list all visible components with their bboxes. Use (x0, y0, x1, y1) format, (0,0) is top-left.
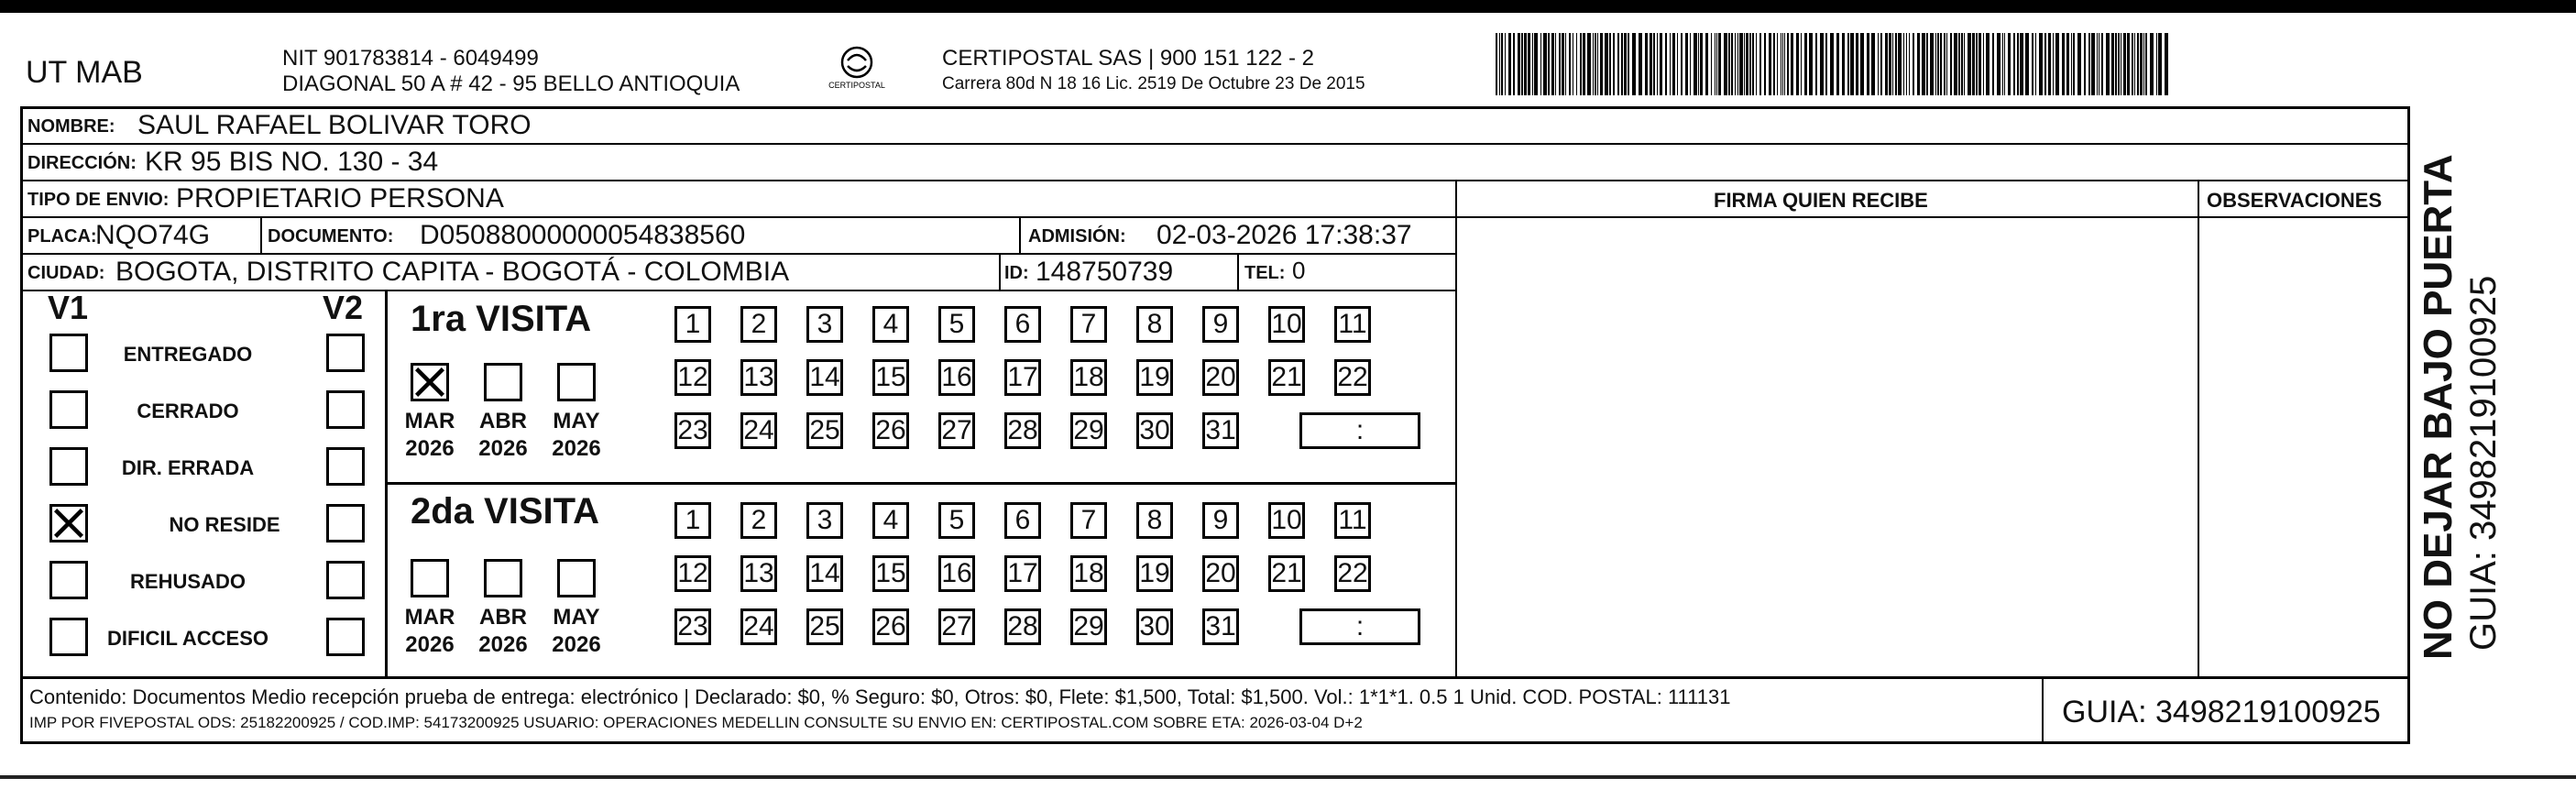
day-box[interactable]: 1 (674, 306, 711, 343)
status-label: CERRADO (137, 400, 239, 422)
month-checkbox[interactable] (557, 363, 596, 401)
direccion-value: KR 95 BIS NO. 130 - 34 (145, 147, 439, 177)
header-divider (20, 106, 2410, 109)
footer-guia: GUIA: 3498219100925 (2062, 695, 2381, 729)
v1-label: V1 (48, 289, 89, 326)
id-label: ID: (1004, 263, 1029, 283)
tipo-label: TIPO DE ENVIO: (27, 190, 170, 210)
sep-footer-guia (2042, 676, 2044, 744)
day-box[interactable]: 16 (938, 359, 975, 396)
month-checkbox[interactable] (484, 363, 522, 401)
day-box[interactable]: 15 (872, 359, 909, 396)
day-box[interactable]: 24 (740, 608, 777, 645)
day-box[interactable]: 17 (1004, 359, 1041, 396)
day-box[interactable]: 20 (1202, 555, 1239, 592)
v2-checkbox[interactable] (326, 618, 365, 656)
nombre-label: NOMBRE: (27, 116, 115, 137)
tel-value: 0 (1292, 257, 1306, 284)
day-box[interactable]: 29 (1070, 608, 1107, 645)
day-box[interactable]: 4 (872, 306, 909, 343)
month-label: MAR (404, 409, 455, 433)
sep-placa-doc (260, 216, 262, 253)
no-dejar-bajo-puerta: NO DEJAR BAJO PUERTA (2416, 154, 2461, 660)
day-box[interactable]: 14 (806, 555, 843, 592)
ciudad-value: BOGOTA, DISTRITO CAPITA - BOGOTÁ - COLOMBIA (115, 257, 790, 287)
col-line-firma-head (1455, 216, 2410, 218)
day-box[interactable]: 5 (938, 306, 975, 343)
v2-checkbox[interactable] (326, 504, 365, 542)
day-box[interactable]: 10 (1268, 502, 1305, 539)
documento-label: DOCUMENTO: (268, 226, 394, 247)
day-box[interactable]: 3 (806, 502, 843, 539)
day-box[interactable]: 27 (938, 412, 975, 449)
day-box[interactable]: 6 (1004, 306, 1041, 343)
status-label: DIR. ERRADA (121, 456, 255, 479)
day-box[interactable]: 13 (740, 555, 777, 592)
day-box[interactable]: 7 (1070, 502, 1107, 539)
v2-checkbox[interactable] (326, 390, 365, 429)
day-box[interactable]: 24 (740, 412, 777, 449)
day-box[interactable]: 13 (740, 359, 777, 396)
sep-adm (1019, 216, 1021, 253)
row-line (20, 143, 2410, 145)
day-box[interactable]: 12 (674, 359, 711, 396)
v2-checkbox[interactable] (326, 334, 365, 372)
day-box[interactable]: 12 (674, 555, 711, 592)
bottom-border (0, 775, 2576, 779)
day-box[interactable]: 2 (740, 502, 777, 539)
year-label: 2026 (405, 632, 455, 657)
year-label: 2026 (478, 436, 528, 461)
row-line (20, 253, 1457, 255)
day-box[interactable]: 21 (1268, 359, 1305, 396)
year-label: 2026 (405, 436, 455, 461)
day-box[interactable]: 29 (1070, 412, 1107, 449)
day-box[interactable]: 6 (1004, 502, 1041, 539)
day-box[interactable]: 16 (938, 555, 975, 592)
day-box[interactable]: 7 (1070, 306, 1107, 343)
side-guia: GUIA: 3498219100925 (2463, 275, 2504, 651)
year-label: 2026 (478, 632, 528, 657)
day-box[interactable]: 18 (1070, 359, 1107, 396)
row-line (20, 290, 1457, 291)
month-label: ABR (479, 409, 527, 433)
nit: NIT 901783814 - 6049499 (282, 46, 539, 71)
footer-imp: IMP POR FIVEPOSTAL ODS: 25182200925 / COD.IMP: 54173200925 USUARIO: OPERACIONES MEDELLIN CONSULTE SU ENVIO EN: CERTIPOSTAL.COM SOBRE ETA: 2026-03-04 D+2 (29, 714, 1363, 731)
observaciones-header: OBSERVACIONES (2207, 189, 2383, 212)
v2-checkbox[interactable] (326, 561, 365, 599)
month-label: MAY (553, 605, 600, 630)
placa-value: NQO74G (95, 220, 211, 250)
day-box[interactable]: 26 (872, 608, 909, 645)
day-box[interactable]: 8 (1136, 306, 1173, 343)
status-label: DIFICIL ACCESO (106, 627, 269, 650)
sender-address: DIAGONAL 50 A # 42 - 95 BELLO ANTIOQUIA (282, 71, 740, 96)
col-line-obs (2198, 180, 2199, 676)
certipostal-logo (820, 44, 893, 97)
day-box[interactable]: 11 (1334, 306, 1371, 343)
day-box[interactable]: 9 (1202, 306, 1239, 343)
tel-label: TEL: (1244, 263, 1286, 283)
day-box[interactable]: 21 (1268, 555, 1305, 592)
month-label: ABR (479, 605, 527, 630)
day-box[interactable]: 28 (1004, 412, 1041, 449)
day-box[interactable]: 20 (1202, 359, 1239, 396)
id-value: 148750739 (1036, 257, 1174, 287)
day-box[interactable]: 2 (740, 306, 777, 343)
day-box[interactable]: 5 (938, 502, 975, 539)
direccion-label: DIRECCIÓN: (27, 153, 137, 173)
day-box[interactable]: 25 (806, 608, 843, 645)
footer-content: Contenido: Documentos Medio recepción prueba de entrega: electrónico | Declarado: $0, % Seguro: $0, Otros: $0, Flete: $1,500, Total: $1,500. Vol.: 1*1*1. 0.5 1 Unid. COD. POSTAL: 111131 (29, 685, 1731, 708)
firma-header: FIRMA QUIEN RECIBE (1714, 189, 1928, 212)
admision-value: 02-03-2026 17:38:37 (1156, 220, 1412, 250)
day-box[interactable]: 4 (872, 502, 909, 539)
visit2-title: 2da VISITA (411, 491, 599, 531)
side-vertical (2416, 137, 2516, 660)
admision-label: ADMISIÓN: (1028, 226, 1126, 247)
nombre-value: SAUL RAFAEL BOLIVAR TORO (137, 110, 532, 140)
month-label: MAY (553, 409, 600, 433)
day-box[interactable]: 31 (1202, 412, 1239, 449)
svg-text:CERTIPOSTAL: CERTIPOSTAL (828, 81, 885, 90)
row-line (20, 180, 2410, 181)
v2-label: V2 (323, 289, 364, 326)
year-label: 2026 (552, 436, 601, 461)
visit1-title: 1ra VISITA (411, 299, 592, 339)
day-box[interactable]: 23 (674, 608, 711, 645)
day-box[interactable]: 30 (1136, 412, 1173, 449)
col-line-firma (1455, 180, 1457, 676)
status-label: NO RESIDE (169, 513, 280, 536)
day-box[interactable]: 19 (1136, 359, 1173, 396)
day-box[interactable]: 10 (1268, 306, 1305, 343)
sep-tel (1237, 253, 1239, 290)
certipostal-info: CERTIPOSTAL SAS | 900 151 122 - 2 (942, 46, 1314, 71)
day-box[interactable]: 25 (806, 412, 843, 449)
year-label: 2026 (552, 632, 601, 657)
day-box[interactable]: 26 (872, 412, 909, 449)
time-box[interactable]: : (1299, 412, 1420, 449)
day-box[interactable]: 22 (1334, 359, 1371, 396)
ciudad-label: CIUDAD: (27, 263, 105, 283)
barcode (1496, 33, 2174, 95)
day-box[interactable]: 19 (1136, 555, 1173, 592)
time-box[interactable]: : (1299, 608, 1420, 645)
top-border (0, 0, 2576, 13)
month-checkbox[interactable] (557, 559, 596, 597)
month-checkbox[interactable] (484, 559, 522, 597)
day-box[interactable]: 17 (1004, 555, 1041, 592)
status-label: ENTREGADO (123, 343, 253, 366)
day-box[interactable]: 1 (674, 502, 711, 539)
placa-label: PLACA: (27, 226, 97, 247)
documento-value: D05088000000054838560 (420, 220, 746, 250)
license-info: Carrera 80d N 18 16 Lic. 2519 De Octubre 23 De 2015 (942, 74, 1365, 93)
month-label: MAR (404, 605, 455, 630)
day-box[interactable]: 15 (872, 555, 909, 592)
tipo-value: PROPIETARIO PERSONA (176, 183, 504, 214)
day-box[interactable]: 11 (1334, 502, 1371, 539)
v2-checkbox[interactable] (326, 447, 365, 486)
day-box[interactable]: 22 (1334, 555, 1371, 592)
day-box[interactable]: 28 (1004, 608, 1041, 645)
day-box[interactable]: 31 (1202, 608, 1239, 645)
day-box[interactable]: 27 (938, 608, 975, 645)
month-checkbox[interactable] (411, 559, 449, 597)
day-box[interactable]: 9 (1202, 502, 1239, 539)
day-box[interactable]: 23 (674, 412, 711, 449)
status-label: REHUSADO (130, 570, 246, 593)
sep-id (999, 253, 1001, 290)
day-box[interactable]: 3 (806, 306, 843, 343)
month-checkbox[interactable] (411, 363, 449, 401)
day-box[interactable]: 14 (806, 359, 843, 396)
company-name: UT MAB (26, 55, 143, 90)
day-box[interactable]: 18 (1070, 555, 1107, 592)
day-box[interactable]: 30 (1136, 608, 1173, 645)
day-box[interactable]: 8 (1136, 502, 1173, 539)
sep-visits (385, 482, 1455, 485)
row-line (20, 676, 2410, 679)
